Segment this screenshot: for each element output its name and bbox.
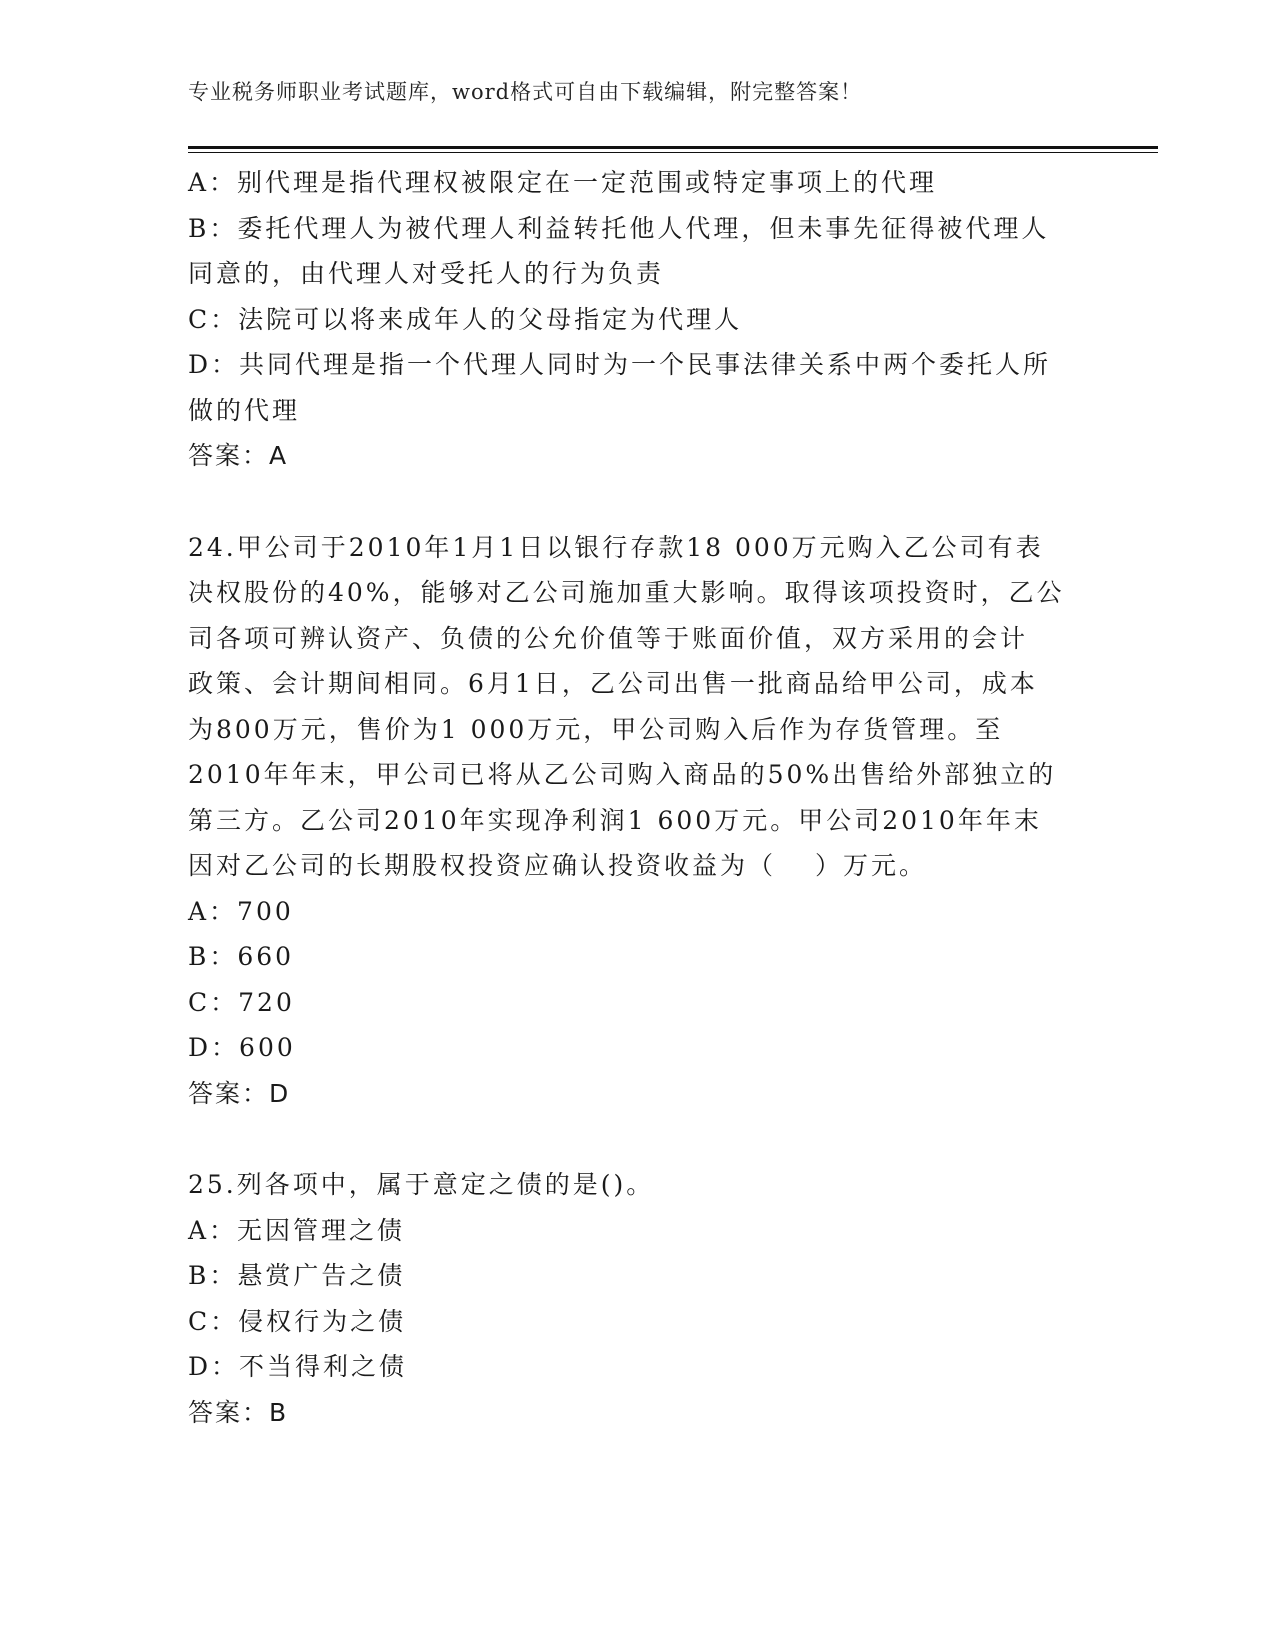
option-a: A：700 bbox=[188, 896, 294, 926]
question-text-line: 25.列各项中，属于意定之债的是()。 bbox=[188, 1170, 655, 1199]
option-line: 做的代理 bbox=[188, 395, 301, 425]
option-c: C：720 bbox=[188, 987, 295, 1017]
question-25-block bbox=[188, 1162, 1088, 1435]
option-line: B：委托代理人为被代理人利益转托他人代理，但未事先征得被代理人 bbox=[188, 213, 1050, 243]
question-text-line: 2010年年末，甲公司已将从乙公司购入商品的50%出售给外部独立的 bbox=[188, 760, 1057, 789]
option-line: A：别代理是指代理权被限定在一定范围或特定事项上的代理 bbox=[188, 168, 938, 197]
option-line: D：共同代理是指一个代理人同时为一个民事法律关系中两个委托人所 bbox=[188, 350, 1052, 379]
question-text-line: 第三方。乙公司2010年实现净利润1 600万元。甲公司2010年年末 bbox=[188, 805, 1042, 835]
answer-line: 答案：D bbox=[188, 1078, 291, 1108]
question-text-line: 24.甲公司于2010年1月1日以银行存款18 000万元购入乙公司有表 bbox=[188, 532, 1044, 562]
option-line: 同意的，由代理人对受托人的行为负责 bbox=[188, 259, 665, 288]
question-24-block bbox=[188, 525, 1088, 1117]
document-body bbox=[188, 160, 1088, 1435]
answer-line: 答案：A bbox=[188, 441, 289, 470]
question-text-line: 司各项可辨认资产、负债的公允价值等于账面价值，双方采用的会计 bbox=[188, 623, 1029, 653]
page-header: 专业税务师职业考试题库，word格式可自由下载编辑，附完整答案！ bbox=[188, 80, 863, 104]
option-c: C：侵权行为之债 bbox=[188, 1306, 407, 1336]
option-d: D：不当得利之债 bbox=[188, 1352, 408, 1381]
answer-line: 答案：B bbox=[188, 1397, 289, 1427]
question-text-line: 决权股份的40%，能够对乙公司施加重大影响。取得该项投资时，乙公 bbox=[188, 578, 1065, 607]
spacer bbox=[188, 479, 1088, 525]
option-b: B：660 bbox=[188, 942, 295, 971]
header-rule-thick bbox=[188, 146, 1158, 149]
option-a: A：无因管理之债 bbox=[188, 1215, 406, 1245]
option-line: C：法院可以将来成年人的父母指定为代理人 bbox=[188, 304, 743, 334]
option-b: B：悬赏广告之债 bbox=[188, 1261, 406, 1290]
previous-question-block bbox=[188, 160, 1088, 479]
question-text-line: 政策、会计期间相同。6月1日，乙公司出售一批商品给甲公司，成本 bbox=[188, 669, 1038, 698]
header-rule-thin bbox=[188, 152, 1158, 153]
question-text-line: 因对乙公司的长期股权投资应确认投资收益为（ ）万元。 bbox=[188, 851, 927, 880]
question-text-line: 为800万元，售价为1 000万元，甲公司购入后作为存货管理。至 bbox=[188, 714, 1004, 744]
option-d: D：600 bbox=[188, 1033, 296, 1062]
spacer bbox=[188, 1116, 1088, 1162]
